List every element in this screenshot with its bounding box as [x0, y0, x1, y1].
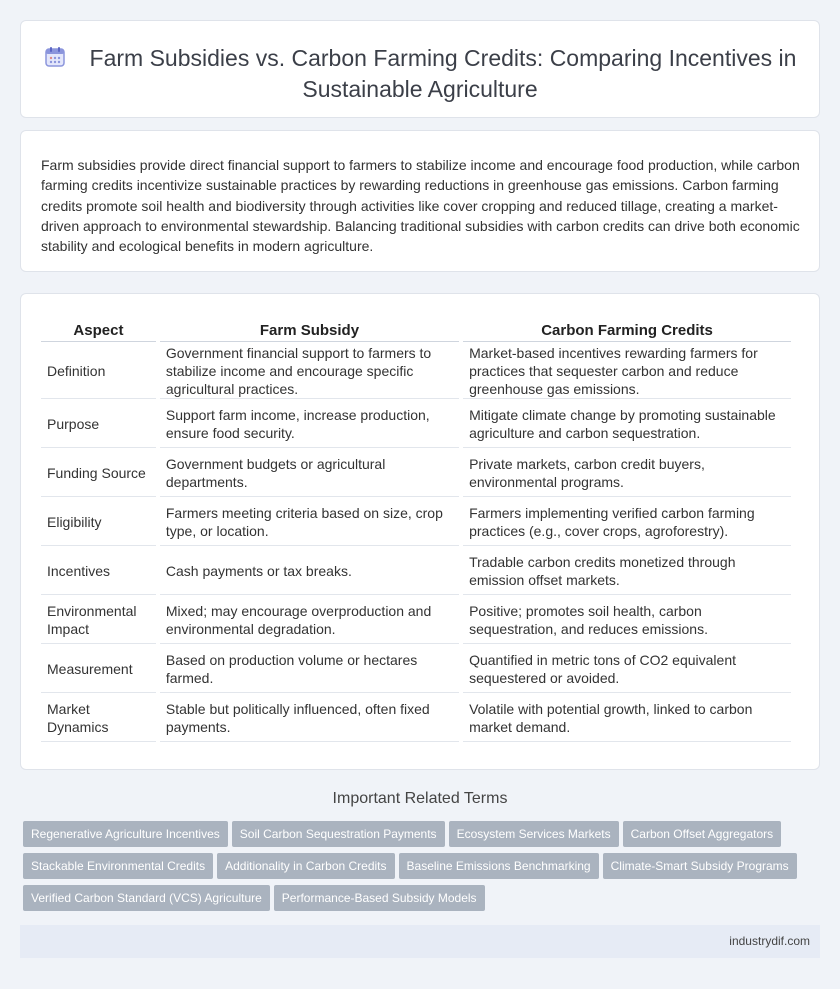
cell-aspect: Environmental Impact — [41, 597, 156, 644]
title-card — [20, 20, 820, 118]
cell-carbon-credits: Positive; promotes soil health, carbon sequestration, and reduces emissions. — [463, 597, 791, 644]
intro-paragraph: Farm subsidies provide direct financial support to farmers to stabilize income and encourage food production, while carbon farming credits incentivize sustainable practices by rewarding reductions in greenhouse gas emissions. Carbon farming credits promote soil health and biodiversity through activities like cover cropping and reduced tillage, creating a market-driven approach to environmental stewardship. Balancing traditional subsidies with carbon credits can drive both economic stability and ecological benefits in modern agriculture. — [41, 157, 800, 255]
footer-site-link[interactable]: industrydif.com — [729, 934, 810, 948]
related-term-tag[interactable]: Regenerative Agriculture Incentives — [23, 821, 228, 847]
cell-carbon-credits: Farmers implementing verified carbon farming practices (e.g., cover crops, agroforestry). — [463, 499, 791, 546]
calendar-icon — [44, 46, 66, 68]
cell-farm-subsidy: Stable but politically influenced, often fixed payments. — [160, 695, 459, 742]
related-term-tag[interactable]: Climate-Smart Subsidy Programs — [603, 853, 797, 879]
cell-aspect: Purpose — [41, 401, 156, 448]
comparison-card — [20, 293, 820, 770]
cell-aspect: Incentives — [41, 548, 156, 595]
table-row — [41, 548, 791, 595]
cell-farm-subsidy: Cash payments or tax breaks. — [160, 548, 459, 595]
page-title-wrap — [21, 43, 819, 105]
cell-aspect: Definition — [41, 344, 156, 399]
table-row — [41, 401, 791, 448]
cell-farm-subsidy: Support farm income, increase production, ensure food security. — [160, 401, 459, 448]
table-header-row — [41, 318, 791, 342]
cell-aspect: Market Dynamics — [41, 695, 156, 742]
related-term-tag[interactable]: Carbon Offset Aggregators — [623, 821, 782, 847]
cell-aspect: Measurement — [41, 646, 156, 693]
cell-farm-subsidy: Based on production volume or hectares farmed. — [160, 646, 459, 693]
related-term-tag[interactable]: Ecosystem Services Markets — [449, 821, 619, 847]
cell-farm-subsidy: Government budgets or agricultural departments. — [160, 450, 459, 497]
table-row — [41, 695, 791, 742]
cell-carbon-credits: Tradable carbon credits monetized through emission offset markets. — [463, 548, 791, 595]
cell-carbon-credits: Volatile with potential growth, linked to carbon market demand. — [463, 695, 791, 742]
related-terms-list — [23, 821, 823, 917]
cell-farm-subsidy: Farmers meeting criteria based on size, crop type, or location. — [160, 499, 459, 546]
footer — [20, 925, 820, 958]
header-carbon-credits: Carbon Farming Credits — [463, 318, 791, 342]
table-row — [41, 344, 791, 399]
header-aspect: Aspect — [41, 318, 156, 342]
cell-aspect: Eligibility — [41, 499, 156, 546]
comparison-table — [37, 316, 795, 744]
cell-carbon-credits: Quantified in metric tons of CO2 equivalent sequestered or avoided. — [463, 646, 791, 693]
related-terms-title: Important Related Terms — [332, 790, 508, 807]
related-term-tag[interactable]: Additionality in Carbon Credits — [217, 853, 394, 879]
cell-farm-subsidy: Government financial support to farmers to stabilize income and encourage specific agricultural practices. — [160, 344, 459, 399]
cell-carbon-credits: Mitigate climate change by promoting sustainable agriculture and carbon sequestration. — [463, 401, 791, 448]
related-term-tag[interactable]: Soil Carbon Sequestration Payments — [232, 821, 445, 847]
cell-farm-subsidy: Mixed; may encourage overproduction and environmental degradation. — [160, 597, 459, 644]
related-term-tag[interactable]: Verified Carbon Standard (VCS) Agriculture — [23, 885, 270, 911]
cell-carbon-credits: Private markets, carbon credit buyers, environmental programs. — [463, 450, 791, 497]
related-term-tag[interactable]: Stackable Environmental Credits — [23, 853, 213, 879]
header-farm-subsidy: Farm Subsidy — [160, 318, 459, 342]
table-row — [41, 499, 791, 546]
table-row — [41, 450, 791, 497]
intro-card — [20, 130, 820, 272]
related-term-tag[interactable]: Baseline Emissions Benchmarking — [399, 853, 599, 879]
cell-aspect: Funding Source — [41, 450, 156, 497]
cell-carbon-credits: Market-based incentives rewarding farmers for practices that sequester carbon and reduce greenhouse gas emissions. — [463, 344, 791, 399]
table-row — [41, 597, 791, 644]
page-title: Farm Subsidies vs. Carbon Farming Credits: Comparing Incentives in Sustainable Agriculture — [89, 45, 797, 102]
related-term-tag[interactable]: Performance-Based Subsidy Models — [274, 885, 485, 911]
table-row — [41, 646, 791, 693]
